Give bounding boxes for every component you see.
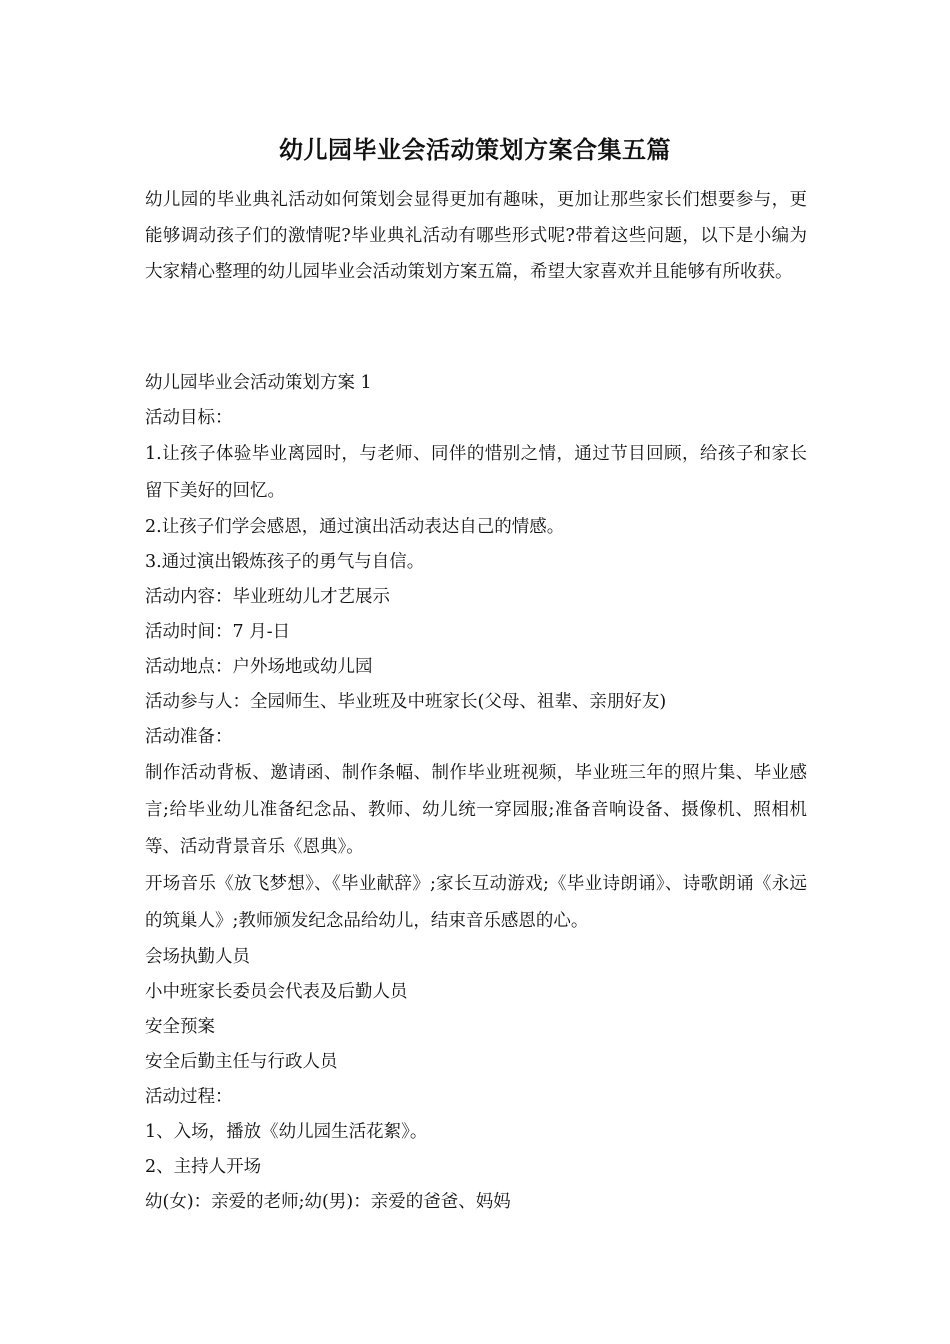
program-text: 开场音乐《放飞梦想》、《毕业献辞》;家长互动游戏;《毕业诗朗诵》、诗歌朗诵《永远的筑巢人》;教师颁发纪念品给幼儿，结束音乐感恩的心。	[145, 874, 807, 931]
activity-place: 活动地点：户外场地或幼儿园	[145, 657, 373, 677]
preparation-label: 活动准备：	[145, 727, 233, 747]
preparation-text: 制作活动背板、邀请函、制作条幅、制作毕业班视频，毕业班三年的照片集、毕业感言;给毕业幼儿准备纪念品、教师、幼儿统一穿园服;准备音响设备、摄像机、照相机等、活动背景音乐《恩典》。	[145, 763, 807, 857]
staff-text: 小中班家长委员会代表及后勤人员	[145, 982, 408, 1002]
activity-content: 活动内容：毕业班幼儿才艺展示	[145, 587, 390, 607]
staff-label: 会场执勤人员	[145, 947, 250, 967]
goals-label: 活动目标：	[145, 408, 233, 428]
intro-paragraph: 幼儿园的毕业典礼活动如何策划会显得更加有趣味，更加让那些家长们想要参与，更能够调动孩子们的激情呢?毕业典礼活动有哪些形式呢?带着这些问题，以下是小编为大家精心整理的幼儿园毕业会活动策划方案五篇，希望大家喜欢并且能够有所收获。	[145, 190, 807, 282]
dialogue-line: 幼(女)：亲爱的老师;幼(男)：亲爱的爸爸、妈妈	[145, 1192, 511, 1212]
process-step: 2、主持人开场	[145, 1157, 262, 1177]
process-label: 活动过程：	[145, 1087, 233, 1107]
goal-item: 2.让孩子们学会感恩，通过演出活动表达自己的情感。	[145, 517, 565, 537]
section-heading: 幼儿园毕业会活动策划方案 1	[145, 373, 372, 393]
safety-text: 安全后勤主任与行政人员	[145, 1052, 338, 1072]
section-body	[145, 366, 807, 1220]
goal-item: 3.通过演出锻炼孩子的勇气与自信。	[145, 552, 425, 572]
activity-time: 活动时间：7 月-日	[145, 622, 291, 642]
activity-participants: 活动参与人：全园师生、毕业班及中班家长(父母、祖辈、亲朋好友)	[145, 692, 667, 712]
document-title: 幼儿园毕业会活动策划方案合集五篇	[279, 135, 671, 164]
goal-item: 1.让孩子体验毕业离园时，与老师、同伴的惜别之情，通过节目回顾，给孩子和家长留下美好的回忆。	[145, 444, 807, 501]
safety-label: 安全预案	[145, 1017, 215, 1037]
process-step: 1、入场，播放《幼儿园生活花絮》。	[145, 1122, 428, 1142]
